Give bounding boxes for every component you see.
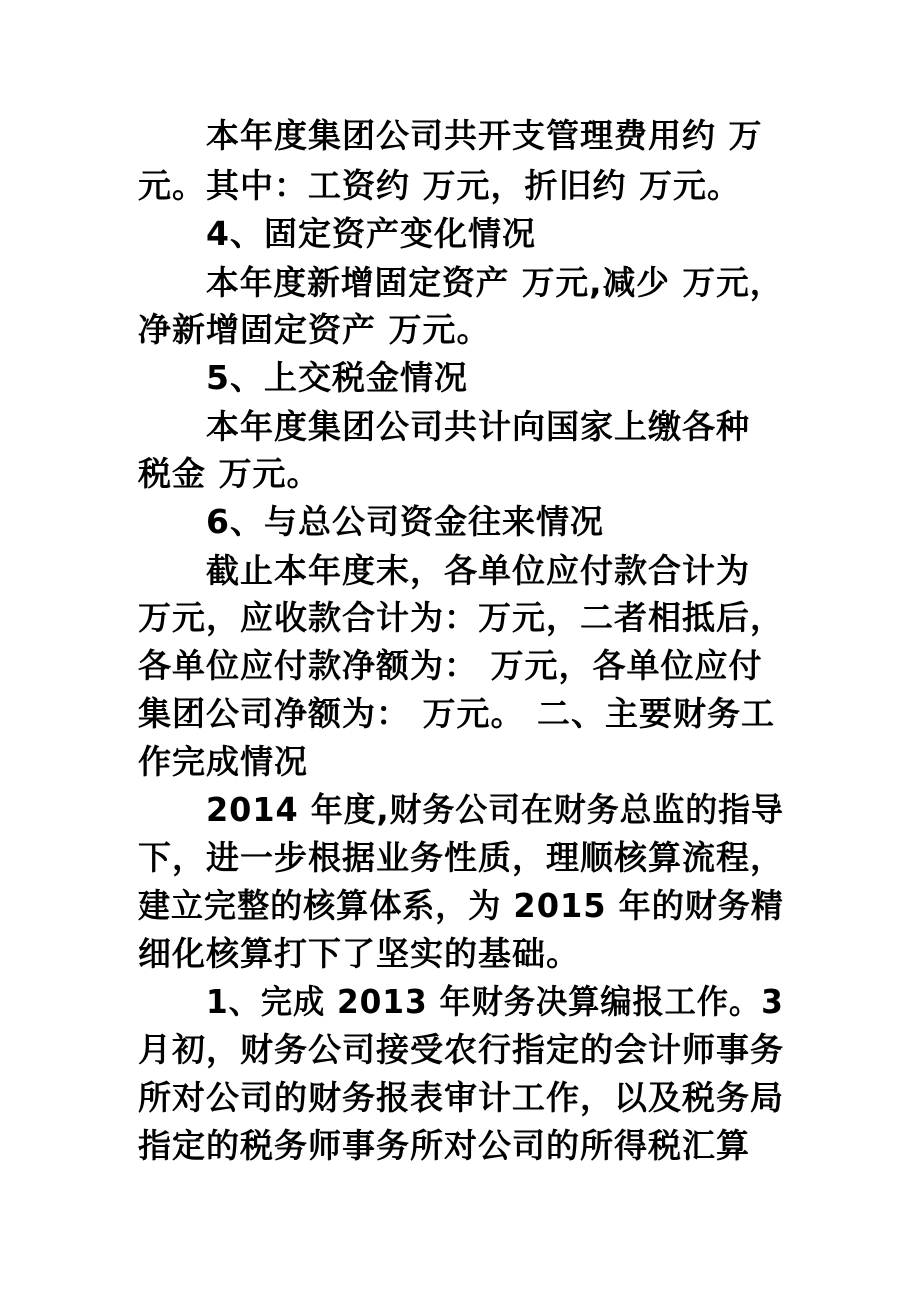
section-heading: 5、上交税金情况 <box>206 358 468 397</box>
text-line: 税金 万元。 <box>138 454 321 493</box>
text-line: 集团公司净额为： 万元。 二、主要财务工 <box>138 694 775 733</box>
text-line: 2014 年度,财务公司在财务总监的指导 <box>206 790 784 829</box>
text-line: 建立完整的核算体系，为 2015 年的财务精 <box>138 886 784 925</box>
text-line: 本年度集团公司共开支管理费用约 万 <box>206 116 763 155</box>
text-line: 本年度新增固定资产 万元,减少 万元， <box>206 263 784 302</box>
text-line: 各单位应付款净额为： 万元，各单位应付 <box>138 646 763 685</box>
text-line: 月初，财务公司接受农行指定的会计师事务 <box>138 1030 784 1069</box>
text-line: 指定的税务师事务所对公司的所得税汇算 <box>138 1126 750 1165</box>
text-line: 细化核算打下了坚实的基础。 <box>138 934 580 973</box>
text-line: 作完成情况 <box>138 742 308 781</box>
text-line: 净新增固定资产 万元。 <box>138 310 491 349</box>
section-heading: 4、固定资产变化情况 <box>206 214 536 253</box>
text-line: 1、完成 2013 年财务决算编报工作。3 <box>206 982 784 1021</box>
text-line: 截止本年度末，各单位应付款合计为 <box>206 551 750 590</box>
text-line: 所对公司的财务报表审计工作，以及税务局 <box>138 1078 784 1117</box>
text-line: 万元，应收款合计为：万元，二者相抵后， <box>138 598 784 637</box>
section-heading: 6、与总公司资金往来情况 <box>206 502 604 541</box>
text-line: 元。其中：工资约 万元，折旧约 万元。 <box>138 166 741 205</box>
text-line: 下，进一步根据业务性质，理顺核算流程， <box>138 838 784 877</box>
text-line: 本年度集团公司共计向国家上缴各种 <box>206 407 750 446</box>
